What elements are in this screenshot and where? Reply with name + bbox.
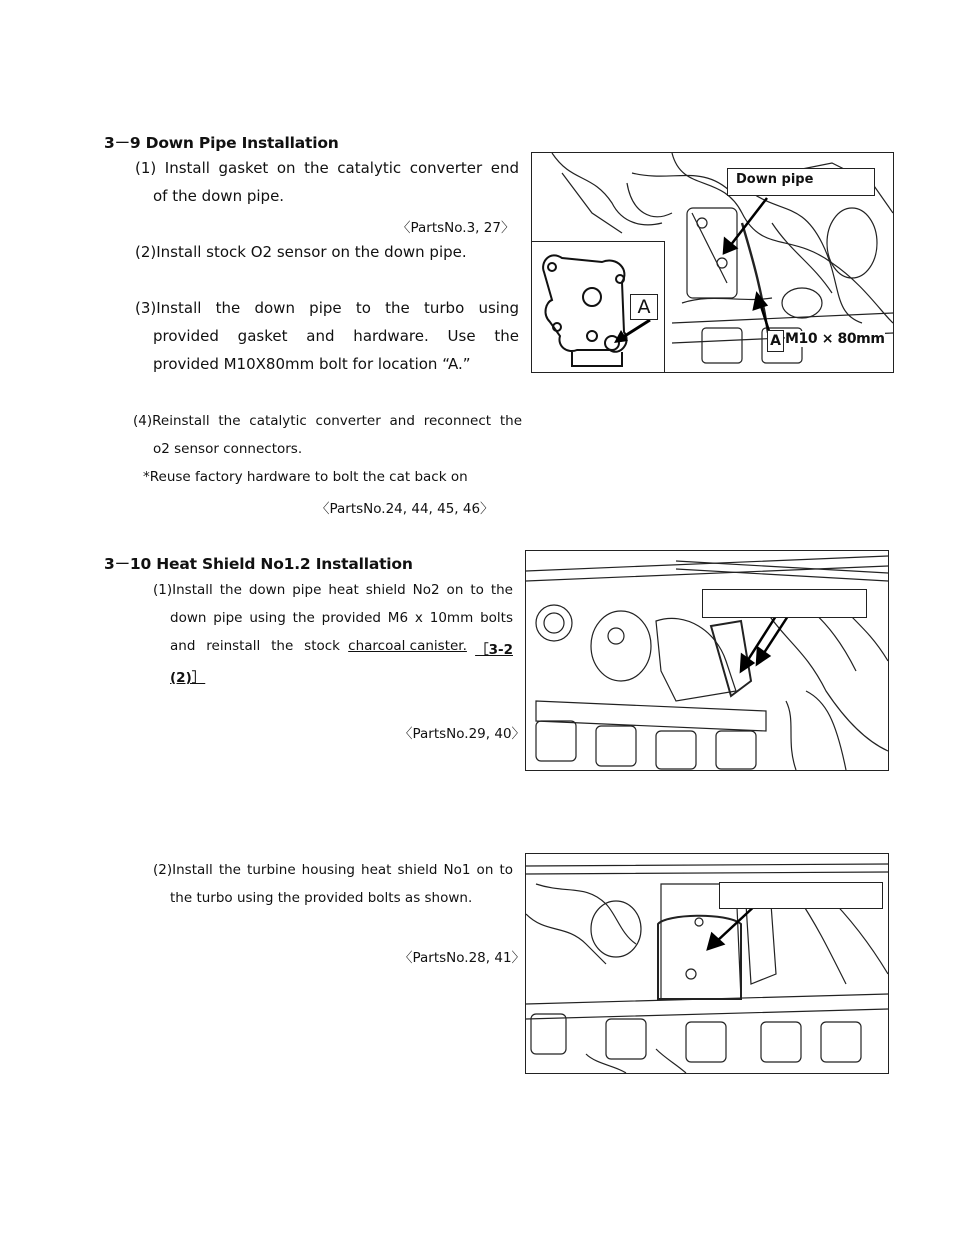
shield1-step-line-2: the turbo using the provided bolts as shown. <box>170 890 473 906</box>
shield2-step-line-1: (1)Install the down pipe heat shield No2 on to the <box>153 582 513 598</box>
shield1-parts: 〈PartsNo.28, 41〉 <box>399 950 526 966</box>
down-pipe-figure <box>531 152 894 373</box>
engine-bay-drawing-2 <box>526 551 888 770</box>
step-4-parts: 〈PartsNo.24, 44, 45, 46〉 <box>316 501 494 517</box>
bolt-size-label: M10 × 80mm <box>785 331 885 347</box>
down-pipe-label: Down pipe <box>727 168 875 196</box>
section-ref-3-2[interactable]: ［3-2 <box>475 642 513 658</box>
step-2: (2)Install stock O2 sensor on the down pipe. <box>135 243 467 261</box>
shield2-parts: 〈PartsNo.29, 40〉 <box>399 726 526 742</box>
step-4-line-1: (4)Reinstall the catalytic converter and reconnect the <box>133 413 522 429</box>
charcoal-canister-link[interactable]: charcoal canister. <box>348 638 467 654</box>
shield2-step-line-2: down pipe using the provided M6 x 10mm bolts <box>170 610 513 626</box>
heat-shield-no1-figure <box>525 853 889 1074</box>
heat-shield-no2-figure <box>525 550 889 771</box>
step-1-line-1: (1) Install gasket on the catalytic converter end <box>135 159 519 177</box>
location-a-label: A <box>767 330 784 352</box>
step-1-parts: 〈PartsNo.3, 27〉 <box>397 220 515 236</box>
step-3-line-2: provided gasket and hardware. Use the <box>153 327 519 345</box>
step-3-line-3: provided M10X80mm bolt for location “A.” <box>153 355 471 373</box>
shield-no1-label-box <box>719 882 883 909</box>
section-ref-3-2-cont[interactable]: (2)］ <box>170 670 206 686</box>
shield1-step-line-1: (2)Install the turbine housing heat shield No1 on to <box>153 862 513 878</box>
step-4-line-2: o2 sensor connectors. <box>153 441 303 457</box>
shield2-step-line-3: and reinstall the stock charcoal canister. ［3-2 <box>170 638 513 658</box>
section-heading-3-9: 3－9 Down Pipe Installation <box>104 134 339 152</box>
step-3-line-1: (3)Install the down pipe to the turbo using <box>135 299 519 317</box>
shield-no2-label-box <box>702 589 867 618</box>
flange-inset <box>532 241 665 373</box>
section-heading-3-10: 3－10 Heat Shield No1.2 Installation <box>104 555 413 573</box>
step-1-line-2: of the down pipe. <box>153 187 285 205</box>
reuse-hardware-note: *Reuse factory hardware to bolt the cat back on <box>143 469 468 485</box>
inset-label-a: A <box>630 294 658 320</box>
